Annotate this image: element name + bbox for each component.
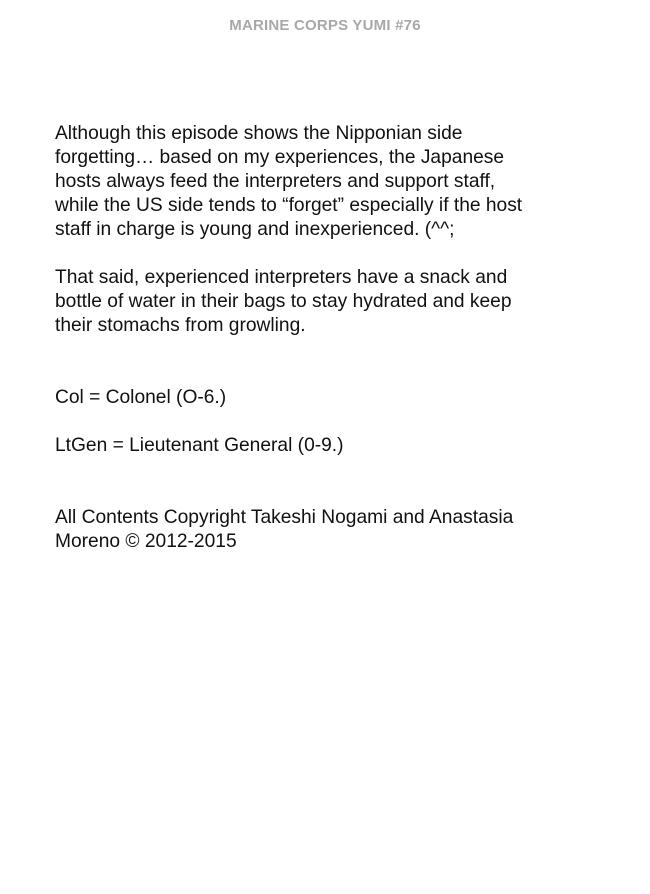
copyright-notice bbox=[55, 506, 595, 554]
section-spacer bbox=[55, 458, 595, 506]
page-title: MARINE CORPS YUMI #76 bbox=[229, 17, 421, 34]
glossary-entry-ltgen bbox=[55, 434, 595, 458]
copyright-line: Moreno © 2012-2015 bbox=[55, 531, 237, 552]
text-line: That said, experienced interpreters have a snack and bbox=[55, 267, 508, 288]
glossary-entry-col bbox=[55, 386, 595, 410]
text-line: while the US side tends to “forget” especially if the host bbox=[55, 195, 523, 216]
text-line: forgetting… based on my experiences, the Japanese bbox=[55, 147, 505, 168]
glossary-text: Col = Colonel (O-6.) bbox=[55, 387, 227, 408]
paragraph-spacer bbox=[55, 410, 595, 434]
text-line: staff in charge is young and inexperienced. (^^; bbox=[55, 219, 455, 240]
copyright-line: All Contents Copyright Takeshi Nogami and Anastasia bbox=[55, 507, 514, 528]
paragraph-spacer bbox=[55, 242, 595, 266]
notes-paragraph-1 bbox=[55, 122, 595, 242]
glossary-text: LtGen = Lieutenant General (0-9.) bbox=[55, 435, 344, 456]
section-spacer bbox=[55, 338, 595, 386]
notes-content bbox=[55, 122, 595, 554]
text-line: hosts always feed the interpreters and support staff, bbox=[55, 171, 496, 192]
text-line: their stomachs from growling. bbox=[55, 315, 306, 336]
text-line: bottle of water in their bags to stay hydrated and keep bbox=[55, 291, 512, 312]
notes-paragraph-2 bbox=[55, 266, 595, 338]
text-line: Although this episode shows the Nipponian side bbox=[55, 123, 463, 144]
